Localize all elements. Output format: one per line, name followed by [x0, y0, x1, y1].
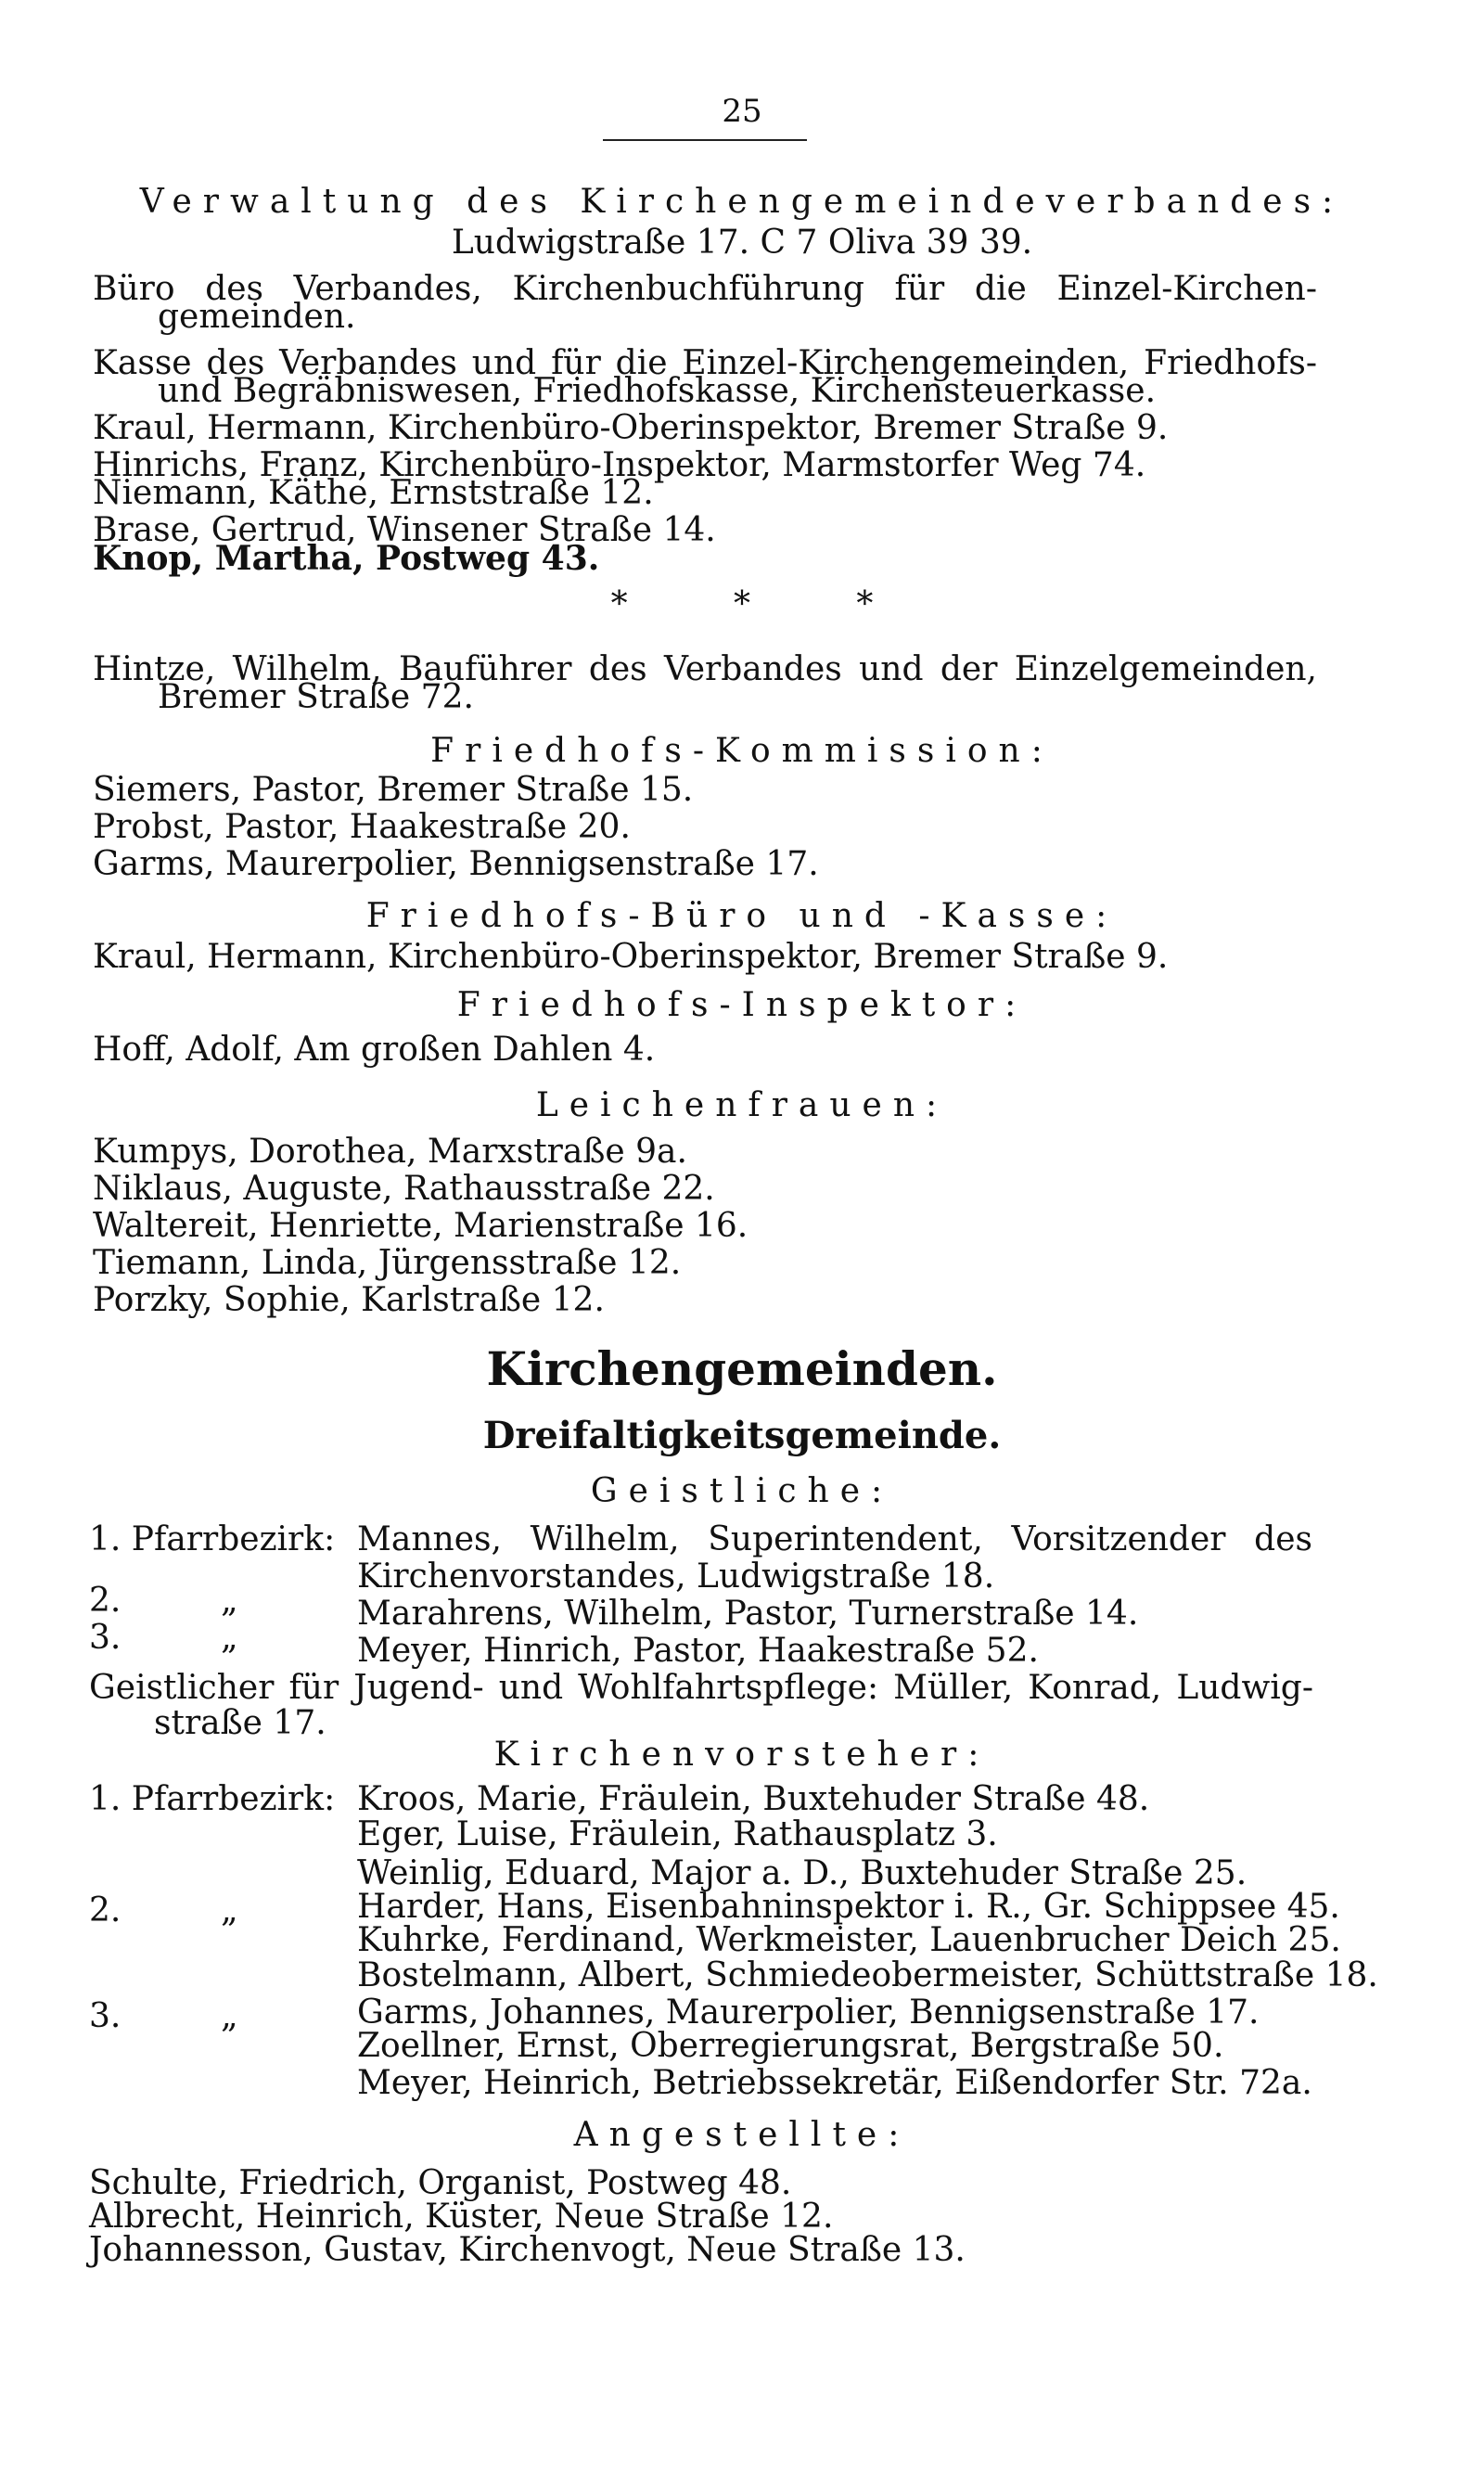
section-heading-verwaltung: Verwaltung des Kirchengemeindeverbandes:: [139, 183, 1345, 221]
text-line: Tiemann, Linda, Jürgensstraße 12.: [93, 1244, 682, 1282]
asterisk-separator: * * *: [610, 585, 874, 623]
section-heading-leichenfrauen: Leichenfrauen:: [535, 1086, 949, 1124]
ditto-mark: „: [221, 1619, 238, 1657]
section-heading-friedhofs-kommission: Friedhofs-Kommission:: [430, 732, 1054, 770]
district-label: 1. Pfarrbezirk:: [89, 1520, 336, 1558]
text-line: Siemers, Pastor, Bremer Straße 15.: [93, 771, 694, 809]
page-title-kirchengemeinden: Kirchengemeinden.: [486, 1341, 998, 1396]
text-line: Niemann, Käthe, Ernststraße 12.: [93, 474, 654, 512]
district-label: 2.: [89, 1582, 122, 1620]
text-line: Geistlicher für Jugend- und Wohlfahrtspflege: Müller, Konrad, Ludwig-: [89, 1669, 1313, 1707]
ditto-mark: „: [221, 1891, 238, 1929]
text-line: Schulte, Friedrich, Organist, Postweg 48.: [89, 2164, 792, 2202]
text-line: Kuhrke, Ferdinand, Werkmeister, Lauenbrucher Deich 25.: [357, 1921, 1341, 1959]
text-line: Meyer, Heinrich, Betriebssekretär, Eißendorfer Str. 72a.: [357, 2064, 1312, 2102]
text-line: Marahrens, Wilhelm, Pastor, Turnerstraße 14.: [357, 1595, 1139, 1633]
text-line: Zoellner, Ernst, Oberregierungsrat, Bergstraße 50.: [357, 2027, 1224, 2065]
text-line: Mannes, Wilhelm, Superintendent, Vorsitzender des: [357, 1520, 1312, 1558]
text-line: Brase, Gertrud, Winsener Straße 14.: [93, 511, 716, 549]
text-line: straße 17.: [154, 1704, 326, 1742]
ditto-mark: „: [221, 1997, 238, 2035]
text-line: Kasse des Verbandes und für die Einzel-Kirchengemeinden, Friedhofs-: [93, 344, 1317, 382]
text-line: Eger, Luise, Fräulein, Rathausplatz 3.: [357, 1815, 998, 1853]
district-label: 3.: [89, 1619, 122, 1657]
text-line: Büro des Verbandes, Kirchenbuchführung für die Einzel-Kirchen-: [93, 270, 1317, 308]
text-line: Bostelmann, Albert, Schmiedeobermeister, Schüttstraße 18.: [357, 1956, 1378, 1994]
text-line: Kumpys, Dorothea, Marxstraße 9a.: [93, 1133, 687, 1171]
text-line: Hintze, Wilhelm, Bauführer des Verbandes und der Einzelgemeinden,: [93, 650, 1317, 688]
section-heading-angestellte: Angestellte:: [573, 2116, 911, 2154]
district-label: 1. Pfarrbezirk:: [89, 1780, 336, 1818]
text-line: Garms, Maurerpolier, Bennigsenstraße 17.: [93, 845, 819, 883]
text-line: Kraul, Hermann, Kirchenbüro-Oberinspektor, Bremer Straße 9.: [93, 938, 1169, 976]
subtitle-dreifaltigkeitsgemeinde: Dreifaltigkeitsgemeinde.: [482, 1414, 1002, 1457]
text-line: Bremer Straße 72.: [158, 678, 474, 716]
text-line: Weinlig, Eduard, Major a. D., Buxtehuder Straße 25.: [357, 1854, 1247, 1892]
header-rule: [603, 139, 807, 141]
text-line: Niklaus, Auguste, Rathausstraße 22.: [93, 1170, 715, 1208]
section-heading-kirchenvorsteher: Kirchenvorsteher:: [493, 1736, 991, 1774]
text-line: Johannesson, Gustav, Kirchenvogt, Neue Straße 13.: [89, 2231, 966, 2269]
text-line: Harder, Hans, Eisenbahninspektor i. R., Gr. Schippsee 45.: [357, 1888, 1340, 1926]
text-line: und Begräbniswesen, Friedhofskasse, Kirchensteuerkasse.: [158, 372, 1157, 410]
text-line: Hoff, Adolf, Am großen Dahlen 4.: [93, 1031, 656, 1069]
text-line: Porzky, Sophie, Karlstraße 12.: [93, 1281, 605, 1319]
text-line: Kirchenvorstandes, Ludwigstraße 18.: [357, 1557, 995, 1596]
text-line: Probst, Pastor, Haakestraße 20.: [93, 808, 631, 846]
text-line: Hinrichs, Franz, Kirchenbüro-Inspektor, Marmstorfer Weg 74.: [93, 446, 1146, 484]
text-line: gemeinden.: [158, 298, 356, 336]
ditto-mark: „: [221, 1582, 238, 1620]
text-line: Albrecht, Heinrich, Küster, Neue Straße 12.: [89, 2198, 834, 2236]
page-number: 25: [722, 93, 762, 130]
text-line: Waltereit, Henriette, Marienstraße 16.: [93, 1207, 748, 1245]
text-line: Kroos, Marie, Fräulein, Buxtehuder Straße 48.: [357, 1780, 1150, 1818]
district-label: 3.: [89, 1997, 122, 2035]
section-heading-friedhofs-buero: Friedhofs-Büro und -Kasse:: [365, 897, 1119, 935]
text-line: Knop, Martha, Postweg 43.: [93, 539, 600, 578]
text-line: Kraul, Hermann, Kirchenbüro-Oberinspektor, Bremer Straße 9.: [93, 409, 1169, 447]
text-line: Garms, Johannes, Maurerpolier, Bennigsenstraße 17.: [357, 1993, 1260, 2032]
district-label: 2.: [89, 1891, 122, 1929]
section-heading-friedhofs-inspektor: Friedhofs-Inspektor:: [456, 986, 1028, 1024]
verwaltung-address: Ludwigstraße 17. C 7 Oliva 39 39.: [451, 224, 1033, 262]
section-heading-geistliche: Geistliche:: [590, 1472, 894, 1510]
text-line: Meyer, Hinrich, Pastor, Haakestraße 52.: [357, 1632, 1039, 1670]
